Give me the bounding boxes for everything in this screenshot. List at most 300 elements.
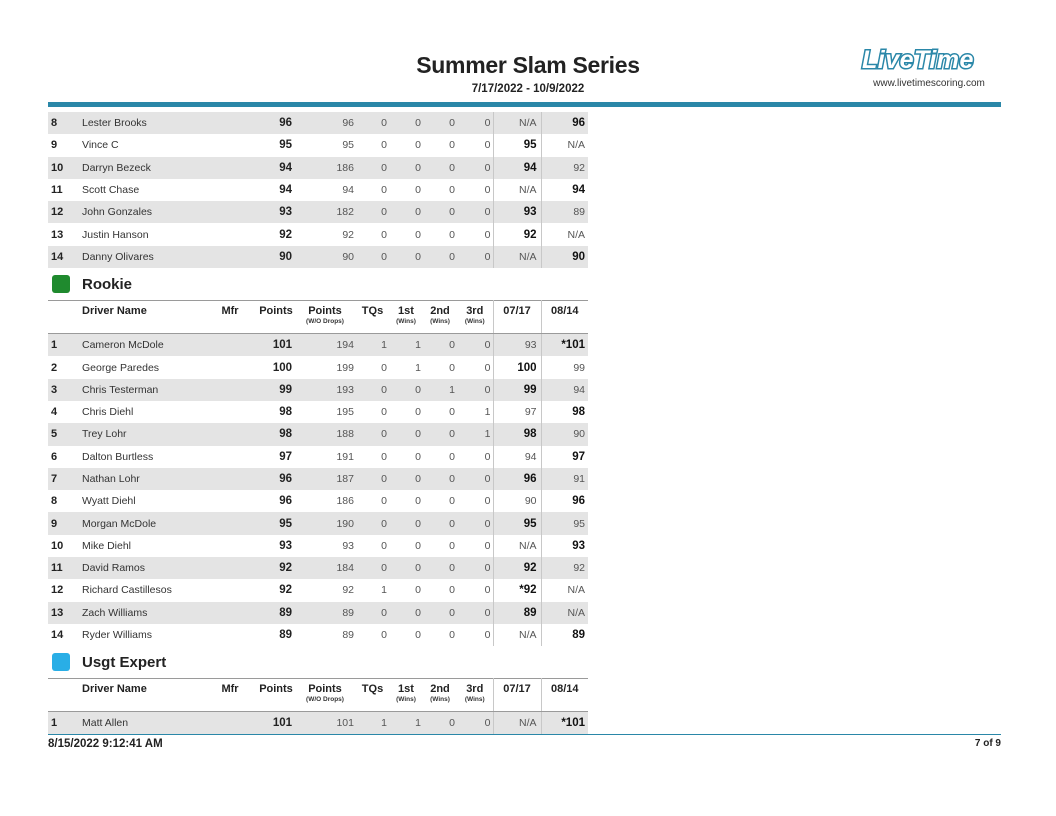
cell-mfr: [202, 112, 258, 134]
cell-d2: 97: [572, 450, 585, 463]
header-sublabel: (Wins): [464, 696, 485, 704]
cell-points-wo: 95: [342, 139, 354, 152]
cell-w2: 0: [449, 361, 455, 374]
cell-w3: 0: [457, 468, 493, 490]
cell-name: Dalton Burtless: [82, 450, 154, 463]
header-sublabel: (W/O Drops): [306, 318, 344, 326]
cell-d2: 89: [572, 629, 585, 642]
cell-mfr: [202, 334, 258, 356]
cell-d1: 95: [493, 134, 541, 156]
cell-tqs: 0: [356, 557, 389, 579]
cell-d1: 90: [493, 490, 541, 512]
cell-points-wo: 199: [336, 361, 354, 374]
cell-tqs: 1: [356, 712, 389, 734]
standings: [48, 112, 588, 735]
cell-name: Mike Diehl: [82, 539, 132, 552]
cell-pos: 11: [51, 184, 63, 197]
cell-d1: N/A: [493, 712, 541, 734]
class-color-swatch: [52, 653, 70, 671]
header-label: 07/17: [503, 683, 531, 696]
cell-points: 92: [279, 584, 292, 597]
table-row: [48, 223, 588, 245]
cell-tqs: 0: [356, 423, 389, 445]
cell-d2: 92: [541, 557, 588, 579]
cell-d2: 99: [573, 361, 585, 374]
table-row: [48, 468, 588, 490]
cell-w2: 0: [423, 246, 457, 268]
cell-name: David Ramos: [82, 557, 202, 579]
cell-mfr: [202, 512, 258, 534]
cell-name: George Paredes: [82, 361, 160, 374]
cell-tqs: 0: [381, 406, 387, 419]
cell-d1: 93: [493, 201, 541, 223]
cell-w3: 1: [457, 423, 493, 445]
cell-mfr: [202, 557, 258, 579]
cell-d2: *101: [541, 334, 588, 356]
cell-points: 95: [279, 139, 292, 152]
cell-name: John Gonzales: [82, 201, 202, 223]
cell-points: 99: [258, 379, 294, 401]
cell-d1: *92: [493, 579, 541, 601]
cell-d2: 90: [541, 246, 588, 268]
header-name: [82, 679, 202, 712]
cell-d2: 95: [541, 512, 588, 534]
cell-pos: 2: [51, 361, 58, 374]
table-row: [48, 401, 588, 423]
cell-points: 93: [258, 201, 294, 223]
cell-w3: 0: [457, 246, 493, 268]
column-headers: [48, 678, 588, 712]
logo-url: www.livetimescoring.com: [873, 78, 985, 89]
cell-pos: 11: [48, 557, 82, 579]
cell-points: 101: [258, 712, 294, 734]
cell-d2: 91: [541, 468, 588, 490]
cell-d1: 95: [493, 512, 541, 534]
header-pwo: [294, 301, 356, 334]
cell-w3: 0: [457, 579, 493, 601]
cell-points-wo: 191: [336, 450, 354, 463]
header-w2: [423, 679, 457, 712]
cell-d1: 98: [493, 423, 541, 445]
cell-points-wo: 92: [342, 584, 354, 597]
cell-d2: 94: [541, 379, 588, 401]
cell-tqs: 1: [381, 584, 387, 597]
cell-w2: 0: [449, 539, 455, 552]
cell-w1: 0: [389, 602, 423, 624]
cell-w3: 0: [457, 356, 493, 378]
cell-w3: 0: [457, 157, 493, 179]
table-row: [48, 423, 588, 445]
cell-w3: 0: [457, 490, 493, 512]
cell-pos: 14: [48, 246, 82, 268]
cell-w3: 0: [457, 712, 493, 734]
cell-name: Zach Williams: [82, 602, 202, 624]
cell-mfr: [202, 179, 258, 201]
cell-w1: 0: [389, 201, 423, 223]
cell-points-wo: 89: [342, 629, 354, 642]
cell-w2: 0: [423, 602, 457, 624]
cell-pos: 10: [51, 539, 64, 552]
table-row: [48, 512, 588, 534]
cell-w1: 0: [415, 495, 421, 508]
cell-mfr: [202, 356, 258, 378]
cell-d2: 98: [572, 406, 585, 419]
class-heading: [48, 646, 588, 678]
header-pts: [258, 679, 294, 712]
cell-points: 98: [258, 423, 294, 445]
cell-w2: 0: [423, 512, 457, 534]
cell-pos: 8: [51, 495, 58, 508]
header-d2: [541, 679, 588, 712]
standings-table: [48, 712, 588, 734]
header-name: [82, 301, 202, 334]
cell-w1: 0: [389, 512, 423, 534]
cell-name: Scott Chase: [82, 184, 140, 197]
cell-points: 89: [258, 602, 294, 624]
header-label: TQs: [361, 305, 384, 318]
header-label: Points: [259, 683, 293, 696]
cell-mfr: [202, 490, 258, 512]
cell-d2: 93: [572, 539, 585, 552]
table-row: [48, 334, 588, 356]
cell-d2: 96: [572, 495, 585, 508]
class-color-swatch: [52, 275, 70, 293]
cell-w1: 0: [415, 450, 421, 463]
header-w2: [423, 301, 457, 334]
header-d1: [493, 301, 541, 334]
header-label: Points: [308, 683, 342, 696]
cell-d1: N/A: [493, 112, 541, 134]
standings-table: [48, 334, 588, 646]
cell-points: 97: [279, 450, 292, 463]
cell-w2: 0: [423, 468, 457, 490]
header-pos: [48, 679, 82, 712]
header-label: 3rd: [466, 305, 484, 318]
cell-name: Vince C: [82, 139, 119, 152]
header-label: Driver Name: [82, 683, 147, 696]
header-label: 2nd: [430, 683, 450, 696]
cell-d1: 96: [493, 468, 541, 490]
cell-w2: 0: [423, 157, 457, 179]
cell-w1: 1: [389, 712, 423, 734]
header-divider: [48, 102, 1001, 107]
table-row: [48, 356, 588, 378]
cell-d2: N/A: [541, 602, 588, 624]
cell-w1: 0: [389, 468, 423, 490]
header-label: 2nd: [430, 305, 450, 318]
header-tq: [356, 679, 389, 712]
cell-points: 92: [258, 557, 294, 579]
cell-w1: 0: [389, 379, 423, 401]
cell-name: Darryn Bezeck: [82, 157, 202, 179]
cell-tqs: 0: [381, 450, 387, 463]
cell-pos: 12: [48, 201, 82, 223]
cell-points-wo: 194: [294, 334, 356, 356]
cell-name: Justin Hanson: [82, 228, 149, 241]
cell-tqs: 1: [356, 334, 389, 356]
cell-pos: 1: [48, 334, 82, 356]
cell-w1: 0: [389, 423, 423, 445]
cell-pos: 12: [51, 584, 64, 597]
cell-tqs: 0: [381, 184, 387, 197]
cell-w2: 0: [423, 112, 457, 134]
cell-points: 89: [279, 629, 292, 642]
cell-points-wo: 101: [294, 712, 356, 734]
cell-mfr: [202, 712, 258, 734]
cell-tqs: 0: [356, 246, 389, 268]
cell-name: Matt Allen: [82, 712, 202, 734]
cell-points-wo: 195: [336, 406, 354, 419]
cell-pos: 13: [51, 228, 64, 241]
cell-d1: 89: [493, 602, 541, 624]
cell-w1: 0: [415, 184, 421, 197]
cell-w3: 0: [457, 179, 493, 201]
cell-tqs: 0: [381, 539, 387, 552]
cell-mfr: [202, 134, 258, 156]
cell-w3: 0: [457, 334, 493, 356]
header-sublabel: (Wins): [430, 318, 450, 326]
cell-w1: 0: [415, 406, 421, 419]
table-row: [48, 602, 588, 624]
cell-points-wo: 93: [342, 539, 354, 552]
cell-w3: 0: [457, 134, 493, 156]
header-w1: [389, 301, 423, 334]
cell-mfr: [202, 602, 258, 624]
cell-w3: 1: [457, 401, 493, 423]
cell-name: Morgan McDole: [82, 512, 202, 534]
livetime-logo: [858, 44, 1004, 76]
cell-w2: 0: [449, 228, 455, 241]
class-name: Rookie: [82, 275, 133, 293]
cell-w1: 0: [415, 228, 421, 241]
report-dates: 7/17/2022 - 10/9/2022: [471, 83, 585, 95]
column-headers: [48, 300, 588, 334]
print-timestamp: 8/15/2022 9:12:41 AM: [48, 738, 163, 750]
header-d1: [493, 679, 541, 712]
cell-points: 92: [279, 228, 292, 241]
cell-name: Danny Olivares: [82, 246, 202, 268]
cell-w2: 1: [423, 379, 457, 401]
cell-w1: 0: [415, 584, 421, 597]
cell-name: Nathan Lohr: [82, 468, 202, 490]
report-title: Summer Slam Series: [416, 52, 640, 78]
cell-w2: 0: [449, 406, 455, 419]
cell-tqs: 0: [381, 629, 387, 642]
cell-points: 95: [258, 512, 294, 534]
cell-pos: 1: [48, 712, 82, 734]
header-label: 1st: [398, 683, 414, 696]
cell-pos: 3: [48, 379, 82, 401]
header-w3: [457, 679, 493, 712]
cell-points-wo: 188: [294, 423, 356, 445]
class-name: Usgt Expert: [82, 653, 167, 671]
header-label: Mfr: [221, 305, 239, 318]
header-sublabel: (Wins): [464, 318, 485, 326]
header-sublabel: (Wins): [396, 318, 416, 326]
cell-points: 96: [279, 495, 292, 508]
table-row: [48, 490, 588, 512]
table-row: [48, 557, 588, 579]
header-pwo: [294, 679, 356, 712]
header-sublabel: (Wins): [396, 696, 416, 704]
cell-points: 93: [279, 539, 292, 552]
cell-tqs: 0: [356, 602, 389, 624]
cell-tqs: 0: [356, 157, 389, 179]
table-row: [48, 134, 588, 156]
cell-d2: *101: [541, 712, 588, 734]
cell-tqs: 0: [381, 139, 387, 152]
cell-w3: 0: [457, 535, 493, 557]
cell-w2: 0: [423, 201, 457, 223]
header-label: 3rd: [466, 683, 484, 696]
cell-pos: 7: [48, 468, 82, 490]
cell-d1: 92: [493, 223, 541, 245]
cell-d2: N/A: [567, 584, 585, 597]
cell-d2: N/A: [567, 228, 585, 241]
cell-mfr: [202, 468, 258, 490]
cell-w1: 0: [415, 539, 421, 552]
cell-points: 94: [258, 157, 294, 179]
table-row: [48, 446, 588, 468]
table-row: [48, 579, 588, 601]
cell-mfr: [202, 535, 258, 557]
table-row: [48, 624, 588, 646]
table-row: [48, 379, 588, 401]
cell-mfr: [202, 624, 258, 646]
header-tq: [356, 301, 389, 334]
cell-w1: 0: [389, 157, 423, 179]
cell-points: 94: [279, 184, 292, 197]
cell-d2: 96: [541, 112, 588, 134]
cell-mfr: [202, 201, 258, 223]
header-pts: [258, 301, 294, 334]
cell-w2: 0: [449, 450, 455, 463]
cell-d1: N/A: [493, 179, 541, 201]
cell-w1: 0: [389, 557, 423, 579]
cell-points-wo: 94: [342, 184, 354, 197]
cell-name: Ryder Williams: [82, 629, 153, 642]
cell-w1: 1: [415, 361, 421, 374]
header-pos: [48, 301, 82, 334]
header-label: Points: [259, 305, 293, 318]
header-label: TQs: [361, 683, 384, 696]
cell-points: 96: [258, 112, 294, 134]
cell-w2: 0: [449, 629, 455, 642]
cell-w3: 0: [457, 602, 493, 624]
cell-w3: 0: [457, 379, 493, 401]
cell-tqs: 0: [356, 379, 389, 401]
cell-name: Chris Testerman: [82, 379, 202, 401]
cell-name: Cameron McDole: [82, 334, 202, 356]
cell-tqs: 0: [381, 228, 387, 241]
cell-pos: 9: [48, 512, 82, 534]
cell-pos: 4: [51, 406, 58, 419]
cell-name: Richard Castillesos: [82, 584, 172, 597]
header-w3: [457, 301, 493, 334]
page-number: 7 of 9: [974, 738, 1001, 749]
cell-pos: 5: [48, 423, 82, 445]
table-row: [48, 535, 588, 557]
class-heading: [48, 268, 588, 300]
cell-w3: 0: [457, 446, 493, 468]
header-mfr: [202, 301, 258, 334]
table-row: [48, 246, 588, 268]
cell-d2: 89: [541, 201, 588, 223]
cell-w3: 0: [457, 557, 493, 579]
header-label: 07/17: [503, 305, 531, 318]
cell-points-wo: 96: [294, 112, 356, 134]
cell-d1: 100: [493, 356, 541, 378]
cell-w1: 0: [415, 629, 421, 642]
table-row: [48, 712, 588, 734]
header-label: Driver Name: [82, 305, 147, 318]
cell-pos: 6: [51, 450, 58, 463]
cell-name: Wyatt Diehl: [82, 495, 136, 508]
cell-d1: N/A: [493, 246, 541, 268]
cell-d1: 93: [493, 334, 541, 356]
cell-d1: N/A: [493, 624, 541, 646]
cell-w3: 0: [457, 512, 493, 534]
cell-name: Lester Brooks: [82, 112, 202, 134]
cell-d1: 97: [493, 401, 541, 423]
cell-points-wo: 89: [294, 602, 356, 624]
cell-d1: 92: [493, 557, 541, 579]
cell-w3: 0: [457, 223, 493, 245]
table-row: [48, 112, 588, 134]
header-w1: [389, 679, 423, 712]
cell-d1: N/A: [493, 535, 541, 557]
cell-tqs: 0: [381, 495, 387, 508]
standings-table: [48, 112, 588, 268]
cell-name: Chris Diehl: [82, 406, 134, 419]
cell-points-wo: 92: [342, 228, 354, 241]
cell-pos: 10: [48, 157, 82, 179]
cell-w2: 0: [449, 184, 455, 197]
cell-pos: 13: [48, 602, 82, 624]
table-row: [48, 201, 588, 223]
cell-d1: 99: [493, 379, 541, 401]
header-label: 08/14: [550, 305, 579, 318]
cell-pos: 9: [51, 139, 58, 152]
header-sublabel: (Wins): [430, 696, 450, 704]
cell-w3: 0: [457, 201, 493, 223]
cell-points: 98: [279, 406, 292, 419]
cell-w1: 0: [415, 139, 421, 152]
cell-points-wo: 186: [294, 157, 356, 179]
cell-w1: 0: [389, 246, 423, 268]
cell-d2: 94: [572, 184, 585, 197]
cell-points-wo: 90: [294, 246, 356, 268]
cell-d1: 94: [493, 157, 541, 179]
header-label: 08/14: [550, 683, 579, 696]
cell-d2: 90: [541, 423, 588, 445]
cell-w2: 0: [423, 712, 457, 734]
cell-tqs: 0: [356, 512, 389, 534]
cell-w2: 0: [423, 423, 457, 445]
header-label: Points: [308, 305, 342, 318]
cell-points-wo: 187: [294, 468, 356, 490]
cell-w2: 0: [449, 139, 455, 152]
cell-tqs: 0: [381, 361, 387, 374]
header-sublabel: (W/O Drops): [306, 696, 344, 704]
cell-name: Trey Lohr: [82, 423, 202, 445]
cell-points: 101: [258, 334, 294, 356]
header-label: 1st: [398, 305, 414, 318]
cell-w3: 0: [457, 112, 493, 134]
cell-mfr: [202, 157, 258, 179]
cell-w2: 0: [423, 334, 457, 356]
cell-points: 90: [258, 246, 294, 268]
